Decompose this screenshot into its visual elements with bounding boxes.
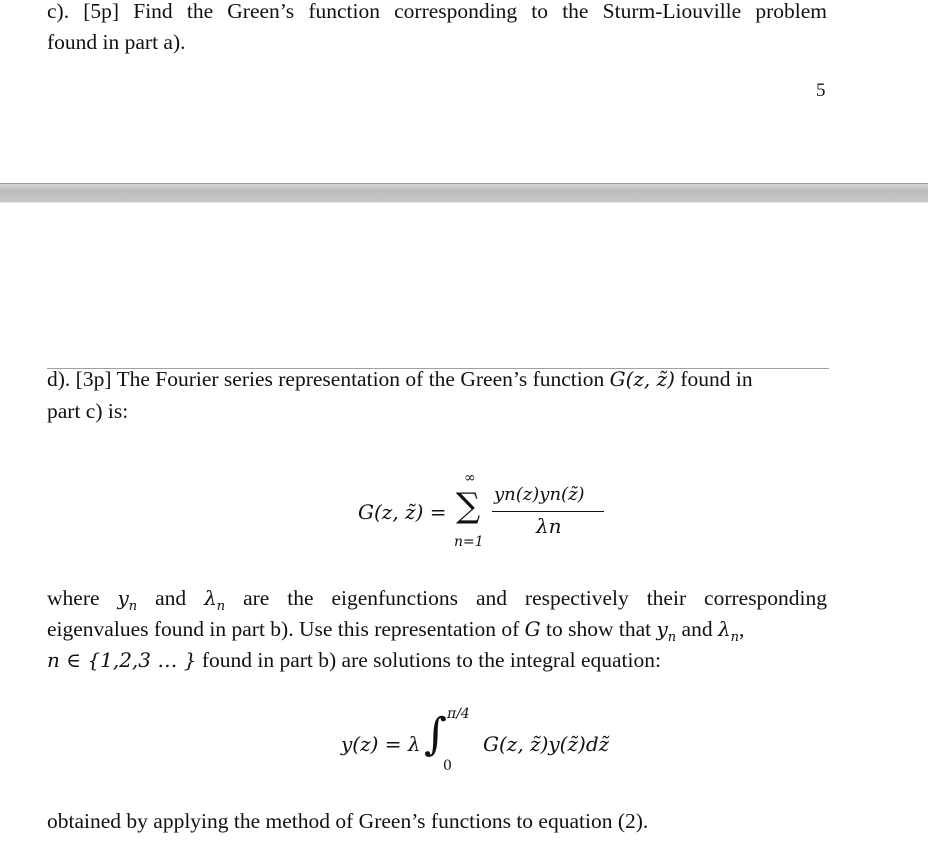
para-where: where: [47, 586, 100, 610]
fraction-bar: [492, 511, 604, 512]
paragraph-line-2: [47, 614, 837, 648]
paragraph-line-3: [47, 645, 661, 676]
lambda-n-symbol: [204, 586, 226, 614]
part-d-intro-prefix: d). [3p] The Fourier series representation of the Green’s function: [47, 367, 610, 391]
para-line2-a: eigenvalues found in part b). Use this representation of: [47, 617, 525, 641]
sum-lower-limit: n=1: [454, 534, 484, 550]
para-line2-comma: ,: [739, 617, 745, 641]
para-and: and: [155, 586, 187, 610]
integrand: G(z, z̃)y(z̃)dz̃: [483, 732, 610, 756]
integral-lower-limit: 0: [443, 758, 452, 774]
y-symbol: y: [656, 617, 668, 641]
y-n-symbol: [117, 586, 138, 614]
sum-sigma: ∑: [456, 486, 481, 526]
equation1-lhs: G(z, z̃) =: [358, 500, 447, 524]
n-subscript: n: [667, 630, 677, 645]
lambda-symbol: λ: [204, 586, 217, 610]
part-c-line-1: c). [5p] Find the Green’s function corresponding to the Sturm-Liouville problem: [47, 0, 827, 23]
integral-sign: ∫: [424, 709, 447, 760]
index-set: n ∈ {1,2,3 … }: [47, 648, 197, 672]
n-subscript: n: [216, 599, 226, 614]
paragraph-line-1: [47, 583, 827, 617]
para-line1-rest: are the eigenfunctions and respectively their corresponding: [243, 586, 828, 610]
fraction-numerator: [494, 484, 585, 505]
equation2-lhs: y(z) = λ: [341, 732, 421, 756]
part-d-line-1: [47, 364, 837, 395]
part-d-intro-suffix: found in: [674, 367, 753, 391]
integral-upper-limit: π/4: [447, 706, 470, 722]
sum-upper-limit: ∞: [464, 470, 476, 486]
y-n-symbol-2: [656, 617, 677, 645]
part-d-line-2: part c) is:: [47, 399, 129, 423]
g-symbol: G: [524, 617, 541, 641]
closing-line: obtained by applying the method of Green’s functions to equation (2).: [47, 809, 649, 833]
fraction-denominator: λn: [536, 514, 562, 538]
n-subscript: n: [730, 630, 740, 645]
numerator-text: yn(z)yn(z̃): [494, 484, 585, 505]
page-break-divider: [0, 183, 928, 203]
y-symbol: y: [117, 586, 129, 610]
part-c-line-2: found in part a).: [47, 30, 186, 54]
page-number: 5: [816, 80, 826, 101]
para-line2-b: to show that: [540, 617, 657, 641]
para-line3-rest: found in part b) are solutions to the integral equation:: [196, 648, 661, 672]
lambda-n-symbol-2: [717, 617, 740, 645]
green-function-symbol: G(z, z̃): [609, 367, 675, 391]
n-subscript: n: [128, 599, 138, 614]
para-line2-and: and: [676, 617, 718, 641]
lambda-symbol: λ: [717, 617, 731, 641]
